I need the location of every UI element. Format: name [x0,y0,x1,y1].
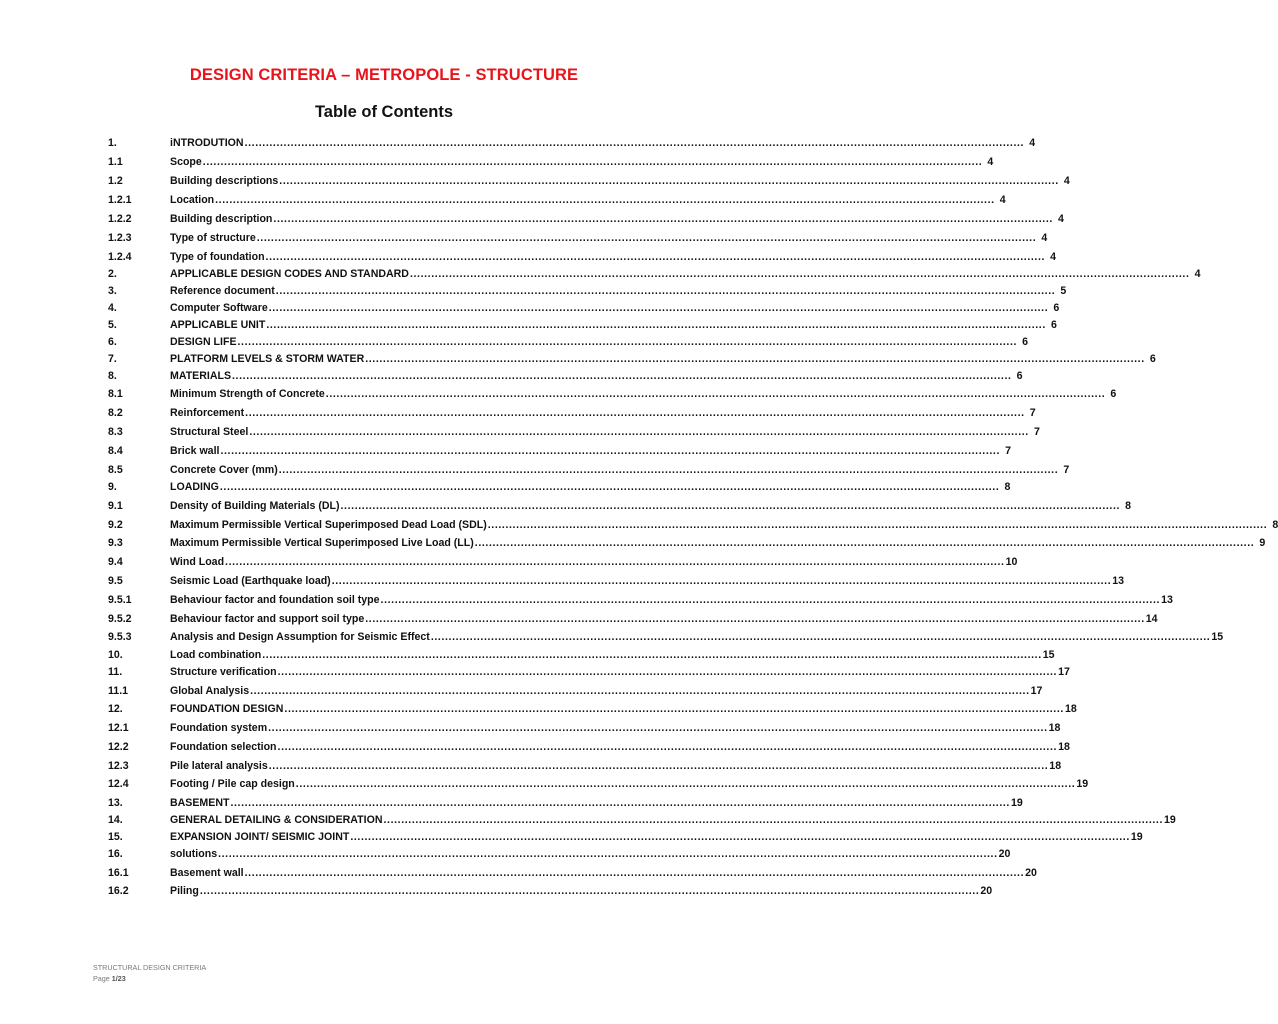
toc-entry-title: Piling [170,885,199,897]
toc-entry-title: Behaviour factor and foundation soil type [170,594,380,606]
toc-entry-number: 12.2 [108,741,129,753]
toc-dot-leader: ............................................................................................................................................................................................................................ [219,481,1000,493]
toc-entry-title: Foundation system [170,722,268,734]
toc-dot-leader: ............................................................................................................................................................................................................................ [268,302,1049,314]
toc-entry-page: 4 [1063,175,1070,187]
toc-entry-number: 5. [108,319,117,331]
toc-dot-leader: ............................................................................................................................................................................................................................ [409,268,1190,280]
toc-entry[interactable] [108,445,1011,457]
toc-entry[interactable] [108,613,1158,625]
toc-entry[interactable] [108,703,1077,715]
toc-entry-page: 7 [1033,426,1040,438]
toc-dot-leader: ............................................................................................................................................................................................................................ [230,797,1010,809]
toc-entry-number: 11.1 [108,685,129,697]
toc-entry-number: 9.1 [108,500,123,512]
footer-page-prefix: Page [93,974,110,983]
toc-entry-number: 9.5 [108,575,123,587]
toc-entry-title: Density of Building Materials (DL) [170,500,340,512]
toc-entry[interactable] [108,481,1011,493]
toc-entry-title: EXPANSION JOINT/ SEISMIC JOINT [170,831,350,843]
toc-dot-leader: ............................................................................................................................................................................................................................ [340,500,1121,512]
toc-dot-leader: ............................................................................................................................................................................................................................ [245,407,1025,419]
toc-entry[interactable] [108,285,1067,297]
toc-entry-number: 9.5.3 [108,631,132,643]
toc-entry[interactable] [108,814,1176,826]
toc-entry-title: Pile lateral analysis [170,760,268,772]
toc-entry-title: Wind Load [170,556,225,568]
toc-entry-page: 18 [1049,760,1062,772]
toc-dot-leader: ............................................................................................................................................................................................................................ [277,741,1058,753]
toc-entry-page: 8 [1004,481,1011,493]
footer-label: STRUCTURAL DESIGN CRITERIA [93,963,207,972]
toc-entry-title: DESIGN LIFE [170,336,237,348]
toc-dot-leader: ............................................................................................................................................................................................................................ [331,575,1112,587]
toc-dot-leader: ............................................................................................................................................................................................................................ [199,885,980,897]
toc-entry-page: 17 [1030,685,1043,697]
toc-entry[interactable] [108,649,1055,661]
toc-entry-page: 6 [1022,336,1029,348]
toc-dot-leader: ............................................................................................................................................................................................................................ [215,194,995,206]
toc-dot-leader: ............................................................................................................................................................................................................................ [237,336,1018,348]
toc-entry-title: GENERAL DETAILING & CONSIDERATION [170,814,383,826]
toc-entry[interactable] [108,407,1036,419]
toc-entry-title: BASEMENT [170,797,230,809]
toc-entry-page: 19 [1076,778,1089,790]
toc-entry-page: 20 [998,848,1011,860]
toc-dot-leader: ............................................................................................................................................................................................................................ [256,232,1037,244]
toc-entry[interactable] [108,685,1043,697]
document-title: DESIGN CRITERIA – METROPOLE - STRUCTURE [189,66,579,84]
toc-entry[interactable] [108,464,1070,476]
toc-entry-page: 19 [1130,831,1143,843]
toc-entry[interactable] [108,556,1018,568]
toc-dot-leader: ............................................................................................................................................................................................................................ [275,285,1056,297]
toc-entry-title: MATERIALS [170,370,232,382]
toc-dot-leader: ............................................................................................................................................................................................................................ [487,519,1268,531]
toc-entry-title: Building descriptions [170,175,279,187]
toc-entry-page: 4 [1041,232,1048,244]
toc-entry-page: 17 [1058,666,1070,678]
toc-entry-page: 13 [1112,575,1125,587]
toc-dot-leader: ............................................................................................................................................................................................................................ [250,685,1030,697]
toc-entry[interactable] [108,137,1036,149]
toc-entry[interactable] [108,156,994,168]
toc-dot-leader: ............................................................................................................................................................................................................................ [295,778,1076,790]
toc-entry-title: Load combination [170,649,262,661]
toc-dot-leader: ............................................................................................................................................................................................................................ [225,556,1005,568]
toc-entry-title: Concrete Cover (mm) [170,464,278,476]
toc-entry-page: 10 [1005,556,1018,568]
toc-entry-page: 7 [1063,464,1070,476]
toc-entry[interactable] [108,353,1156,365]
toc-entry-page: 18 [1048,722,1061,734]
toc-dot-leader: ............................................................................................................................................................................................................................ [278,464,1059,476]
toc-entry-title: Building description [170,213,273,225]
toc-entry[interactable] [108,232,1048,244]
toc-dot-leader: ............................................................................................................................................................................................................................ [232,370,1012,382]
toc-entry-page: 6 [1149,353,1156,365]
toc-dot-leader: ............................................................................................................................................................................................................................ [266,319,1046,331]
toc-entry-title: APPLICABLE UNIT [170,319,266,331]
toc-entry-title: Brick wall [170,445,220,457]
toc-dot-leader: ............................................................................................................................................................................................................................ [430,631,1211,643]
toc-entry-title: Global Analysis [170,685,250,697]
toc-entry-number: 11. [108,666,123,678]
toc-dot-leader: ............................................................................................................................................................................................................................ [474,537,1255,549]
toc-entry-page: 9 [1259,537,1266,549]
toc-dot-leader: ............................................................................................................................................................................................................................ [220,445,1000,457]
toc-entry-number: 15. [108,831,123,843]
toc-entry[interactable] [108,666,1070,678]
toc-entry-title: Type of structure [170,232,256,244]
toc-entry-page: 5 [1060,285,1067,297]
toc-entry-number: 9.5.2 [108,613,132,625]
toc-entry-title: Reference document [170,285,275,297]
toc-dot-leader: ............................................................................................................................................................................................................................ [365,613,1145,625]
toc-entry-page: 4 [1058,213,1064,225]
toc-entry-page: 4 [987,156,994,168]
toc-heading: Table of Contents [314,103,454,121]
toc-dot-leader: ............................................................................................................................................................................................................................ [262,649,1042,661]
toc-entry-page: 19 [1164,814,1176,826]
toc-entry[interactable] [108,302,1060,314]
toc-entry-number: 4. [108,302,117,314]
toc-entry-title: Scope [170,156,202,168]
toc-entry-page: 18 [1058,741,1070,753]
toc-entry-number: 1.1 [108,156,123,168]
toc-entry-title: solutions [170,848,218,860]
toc-entry-title: LOADING [170,481,219,493]
toc-entry-page: 6 [1053,302,1060,314]
toc-entry-title: Reinforcement [170,407,245,419]
toc-entry[interactable] [108,867,1037,879]
toc-entry[interactable] [108,194,1006,206]
toc-dot-leader: ............................................................................................................................................................................................................................ [284,703,1064,715]
toc-entry-title: Minimum Strength of Concrete [170,388,325,400]
toc-entry-title: Seismic Load (Earthquake load) [170,575,331,587]
toc-entry-page: 20 [1025,867,1037,879]
toc-entry-number: 12. [108,703,123,715]
toc-entry-page: 4 [1194,268,1201,280]
toc-entry-page: 8 [1125,500,1132,512]
toc-entry[interactable] [108,519,1278,531]
toc-entry-page: 6 [1050,319,1057,331]
toc-entry-number: 8. [108,370,117,382]
toc-entry[interactable] [108,760,1062,772]
toc-entry-page: 13 [1161,594,1173,606]
toc-entry[interactable] [108,213,1064,225]
toc-entry-title: iNTRODUTION [170,137,244,149]
toc-entry-page: 4 [1029,137,1036,149]
toc-entry-title: PLATFORM LEVELS & STORM WATER [170,353,365,365]
toc-dot-leader: ............................................................................................................................................................................................................................ [218,848,998,860]
toc-entry-number: 1.2.4 [108,251,132,263]
toc-entry[interactable] [108,336,1029,348]
toc-entry[interactable] [108,319,1057,331]
toc-entry-number: 3. [108,285,117,297]
toc-entry-number: 1.2.2 [108,213,132,225]
toc-entry-page: 15 [1042,649,1055,661]
toc-entry[interactable] [108,797,1023,809]
toc-dot-leader: ............................................................................................................................................................................................................................ [265,251,1046,263]
toc-dot-leader: ............................................................................................................................................................................................................................ [249,426,1029,438]
toc-entry-page: 4 [999,194,1006,206]
toc-dot-leader: ............................................................................................................................................................................................................................ [244,867,1025,879]
toc-dot-leader: ............................................................................................................................................................................................................................ [273,213,1053,225]
toc-entry[interactable] [108,251,1057,263]
toc-entry-title: Maximum Permissible Vertical Superimposed Live Load (LL) [170,537,474,549]
toc-entry-page: 7 [1005,445,1011,457]
toc-entry-page: 6 [1016,370,1023,382]
toc-dot-leader: ............................................................................................................................................................................................................................ [277,666,1058,678]
toc-entry-number: 16.2 [108,885,129,897]
toc-entry[interactable] [108,722,1061,734]
toc-entry-number: 12.3 [108,760,129,772]
toc-entry-number: 1.2.1 [108,194,132,206]
toc-entry[interactable] [108,500,1132,512]
toc-entry-title: Structural Steel [170,426,249,438]
footer-page-value: 1/23 [111,974,126,983]
toc-entry-number: 2. [108,268,117,280]
toc-entry-number: 1. [108,137,117,149]
toc-entry-number: 8.5 [108,464,123,476]
toc-entry[interactable] [108,594,1173,606]
toc-entry-page: 20 [980,885,993,897]
toc-entry-page: 7 [1029,407,1036,419]
toc-entry-page: 6 [1110,388,1117,400]
toc-entry-number: 12.1 [108,722,129,734]
toc-entry-page: 15 [1211,631,1224,643]
toc-entry-number: 10. [108,649,123,661]
toc-entry-number: 13. [108,797,123,809]
toc-dot-leader: ............................................................................................................................................................................................................................ [244,137,1025,149]
toc-entry-number: 9. [108,481,117,493]
toc-entry-title: FOUNDATION DESIGN [170,703,284,715]
toc-entry-number: 16. [108,848,123,860]
toc-dot-leader: ............................................................................................................................................................................................................................ [350,831,1130,843]
toc-entry-title: Behaviour factor and support soil type [170,613,365,625]
toc-entry-title: Type of foundation [170,251,265,263]
toc-dot-leader: ............................................................................................................................................................................................................................ [202,156,983,168]
toc-entry-number: 8.4 [108,445,123,457]
toc-entry-number: 9.2 [108,519,123,531]
toc-dot-leader: ............................................................................................................................................................................................................................ [365,353,1145,365]
toc-entry[interactable] [108,778,1089,790]
toc-entry-title: Basement wall [170,867,244,879]
toc-entry[interactable] [108,885,993,897]
toc-entry[interactable] [108,268,1201,280]
toc-entry-page: 4 [1050,251,1057,263]
toc-entry[interactable] [108,831,1143,843]
toc-entry-number: 9.5.1 [108,594,132,606]
toc-entry[interactable] [108,388,1117,400]
toc-dot-leader: ............................................................................................................................................................................................................................ [380,594,1161,606]
toc-entry[interactable] [108,537,1266,549]
toc-entry-number: 6. [108,336,117,348]
toc-entry[interactable] [108,848,1011,860]
toc-dot-leader: ............................................................................................................................................................................................................................ [383,814,1164,826]
toc-entry-number: 1.2 [108,175,123,187]
toc-dot-leader: ............................................................................................................................................................................................................................ [268,760,1049,772]
toc-entry-number: 8.2 [108,407,123,419]
toc-entry[interactable] [108,370,1023,382]
toc-entry-number: 8.3 [108,426,123,438]
toc-entry-title: Location [170,194,215,206]
toc-dot-leader: ............................................................................................................................................................................................................................ [325,388,1106,400]
toc-entry-page: 8 [1272,519,1278,531]
toc-entry-title: Structure verification [170,666,277,678]
toc-entry-number: 1.2.3 [108,232,132,244]
toc-entry-title: APPLICABLE DESIGN CODES AND STANDARD [170,268,409,280]
toc-entry-page: 18 [1064,703,1077,715]
toc-entry-title: Footing / Pile cap design [170,778,295,790]
toc-entry-title: Maximum Permissible Vertical Superimposed Dead Load (SDL) [170,519,487,531]
toc-entry-title: Foundation selection [170,741,277,753]
toc-entry-number: 9.3 [108,537,123,549]
toc-entry-title: Computer Software [170,302,268,314]
page-footer [93,962,206,984]
toc-entry-number: 9.4 [108,556,123,568]
toc-entry-number: 8.1 [108,388,123,400]
toc-entry[interactable] [108,575,1125,587]
toc-dot-leader: ............................................................................................................................................................................................................................ [279,175,1059,187]
toc-entry-number: 7. [108,353,117,365]
toc-entry-number: 16.1 [108,867,129,879]
toc-entry-number: 14. [108,814,123,826]
footer-page-number [93,973,206,984]
toc-entry-title: Analysis and Design Assumption for Seismic Effect [170,631,430,643]
toc-entry-page: 19 [1010,797,1023,809]
toc-dot-leader: ............................................................................................................................................................................................................................ [268,722,1048,734]
toc-entry-page: 14 [1145,613,1158,625]
toc-entry[interactable] [108,741,1070,753]
toc-entry[interactable] [108,175,1070,187]
toc-entry[interactable] [108,426,1040,438]
toc-entry-number: 12.4 [108,778,129,790]
toc-entry[interactable] [108,631,1224,643]
